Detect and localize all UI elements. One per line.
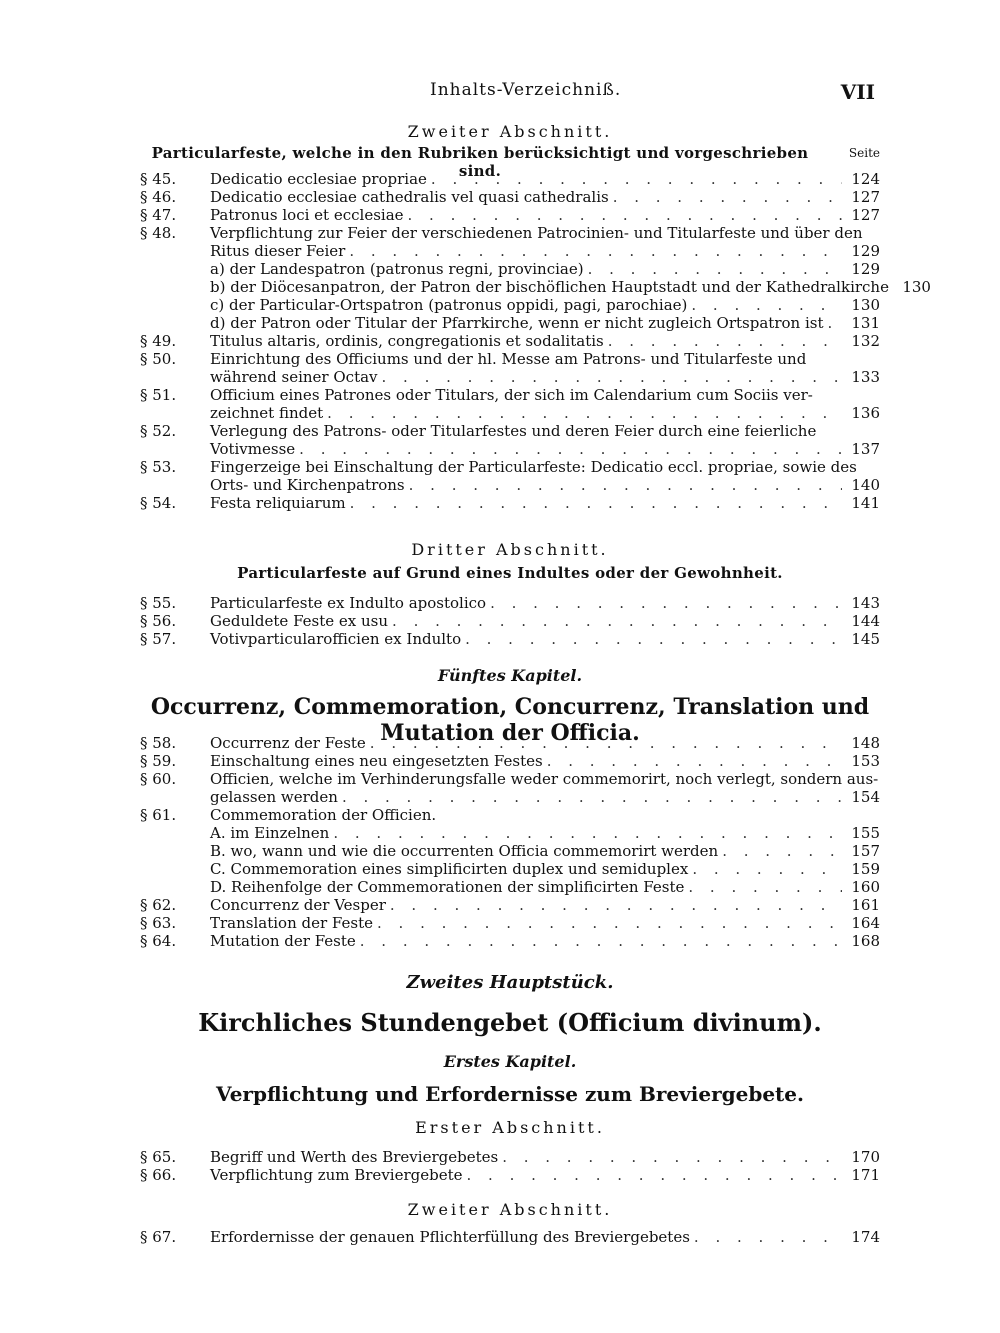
entry-title: Einrichtung des Officiums und der hl. Messe am Patrons- und Titularfeste und (210, 350, 807, 368)
toc-entry (140, 594, 880, 612)
toc-list (140, 170, 931, 512)
entry-title: Mutation der Feste (210, 932, 356, 950)
dot-leader (608, 332, 842, 350)
toc-list (140, 594, 880, 648)
page-ref: 154 (851, 788, 880, 806)
toc-entry (140, 206, 880, 224)
toc-entry (140, 494, 880, 512)
page-ref: 161 (851, 896, 880, 914)
toc-list (140, 1148, 880, 1184)
page-ref: 133 (851, 368, 880, 386)
entry-title: Verpflichtung zum Breviergebete (210, 1166, 463, 1184)
seite-label: Seite (848, 146, 880, 160)
page-ref: 140 (851, 476, 880, 494)
toc-entry (140, 260, 880, 278)
toc-entry (140, 314, 880, 332)
entry-title: Festa reliquiarum (210, 494, 346, 512)
running-head (0, 80, 1000, 108)
dot-leader (377, 914, 842, 932)
page-ref: 129 (851, 242, 880, 260)
section-heading: Dritter Abschnitt. (411, 540, 609, 559)
dot-leader (490, 594, 842, 612)
paragraph-number: § 50. (140, 350, 177, 368)
entry-title: Titulus altaris, ordinis, congregationis et sodalitatis (210, 332, 604, 350)
toc-entry (140, 350, 880, 368)
section-subheading: Particularfeste, welche in den Rubriken berücksichtigt und vorgeschrieben sind. (151, 144, 809, 180)
dot-leader (390, 896, 842, 914)
toc-entry (140, 188, 880, 206)
entry-title: Officium eines Patrones oder Titulars, der sich im Calendarium cum Sociis ver- (210, 386, 813, 404)
paragraph-number: § 51. (140, 386, 177, 404)
page-ref: 136 (851, 404, 880, 422)
toc-entry (140, 170, 880, 188)
dot-leader (370, 734, 842, 752)
paragraph-number: § 52. (140, 422, 177, 440)
toc-entry (140, 612, 880, 630)
page-ref: 144 (851, 612, 880, 630)
chapter-title: Verpflichtung und Erfordernisse zum Breviergebete. (216, 1082, 804, 1106)
entry-title: Erfordernisse der genauen Pflichterfüllung des Breviergebetes (210, 1228, 690, 1246)
entry-title: Dedicatio ecclesiae propriae (210, 170, 427, 188)
page-ref: 137 (851, 440, 880, 458)
paragraph-number: § 59. (140, 752, 177, 770)
entry-title: D. Reihenfolge der Commemorationen der simplificirten Feste (210, 878, 685, 896)
entry-title: d) der Patron oder Titular der Pfarrkirche, wenn er nicht zugleich Ortspatron ist (210, 314, 824, 332)
section-heading: Zweiter Abschnitt. (407, 1200, 613, 1219)
paragraph-number: § 45. (140, 170, 177, 188)
entry-title: Officien, welche im Verhinderungsfalle weder commemorirt, noch verlegt, sondern aus- (210, 770, 879, 788)
paragraph-number: § 62. (140, 896, 177, 914)
page-ref: 130 (902, 278, 931, 296)
chapter-heading: Fünftes Kapitel. (437, 666, 583, 685)
entry-title: A. im Einzelnen (210, 824, 330, 842)
part-zweites-hauptstueck (140, 972, 880, 1184)
toc-entry (140, 1148, 880, 1166)
page-ref: 170 (851, 1148, 880, 1166)
entry-title: Geduldete Feste ex usu (210, 612, 389, 630)
dot-leader (409, 476, 842, 494)
entry-title: zeichnet findet (210, 404, 324, 422)
entry-title: C. Commemoration eines simplificirten duplex und semiduplex (210, 860, 689, 878)
toc-entry (140, 224, 880, 242)
paragraph-number: § 55. (140, 594, 177, 612)
page-ref: 164 (851, 914, 880, 932)
toc-entry (140, 914, 880, 932)
entry-title: B. wo, wann und wie die occurrenten Officia commemorirt werden (210, 842, 719, 860)
page-ref: 168 (851, 932, 880, 950)
entry-title: c) der Particular-Ortspatron (patronus oppidi, pagi, parochiae) (210, 296, 688, 314)
section-zweiter-abschnitt-1 (140, 122, 931, 512)
toc-entry (140, 476, 880, 494)
paragraph-number: § 60. (140, 770, 177, 788)
entry-title: Particularfeste ex Indulto apostolico (210, 594, 487, 612)
toc-entry (140, 422, 880, 440)
paragraph-number: § 65. (140, 1148, 177, 1166)
entry-title: Fingerzeige bei Einschaltung der Particularfeste: Dedicatio eccl. propriae, sowie des (210, 458, 857, 476)
entry-title: Orts- und Kirchenpatrons (210, 476, 405, 494)
toc-entry (140, 278, 931, 296)
entry-title: Occurrenz der Feste (210, 734, 366, 752)
toc-entry (140, 878, 880, 896)
toc-list (140, 734, 880, 950)
toc-entry (140, 932, 880, 950)
dot-leader (392, 612, 842, 630)
entry-title: a) der Landespatron (patronus regni, provinciae) (210, 260, 584, 278)
entry-title: Verpflichtung zur Feier der verschiedenen Patrocinien- und Titularfeste und über den (210, 224, 863, 242)
toc-list (140, 1228, 880, 1246)
entry-title: Votivmesse (210, 440, 296, 458)
chapter-fuenftes-kapitel (140, 666, 880, 950)
dot-leader (360, 932, 842, 950)
page-ref: 171 (851, 1166, 880, 1184)
paragraph-number: § 56. (140, 612, 177, 630)
page-ref: 153 (851, 752, 880, 770)
paragraph-number: § 47. (140, 206, 177, 224)
page-ref: 159 (851, 860, 880, 878)
dot-leader (827, 314, 842, 332)
dot-leader (688, 878, 842, 896)
paragraph-number: § 58. (140, 734, 177, 752)
page-ref: 143 (851, 594, 880, 612)
page-ref: 129 (851, 260, 880, 278)
entry-title: Translation der Feste (210, 914, 373, 932)
paragraph-number: § 48. (140, 224, 177, 242)
page-ref: 124 (851, 170, 880, 188)
dot-leader (692, 860, 842, 878)
page-number: VII (840, 80, 875, 104)
dot-leader (342, 788, 842, 806)
page-ref: 148 (851, 734, 880, 752)
dot-leader (547, 752, 842, 770)
entry-title: während seiner Octav (210, 368, 378, 386)
page-ref: 174 (851, 1228, 880, 1246)
dot-leader (349, 242, 842, 260)
toc-entry (140, 824, 880, 842)
toc-entry (140, 332, 880, 350)
paragraph-number: § 64. (140, 932, 177, 950)
dot-leader (613, 188, 842, 206)
toc-entry (140, 752, 880, 770)
entry-title: Dedicatio ecclesiae cathedralis vel quasi cathedralis (210, 188, 609, 206)
section-dritter-abschnitt (140, 540, 880, 648)
page-ref: 127 (851, 188, 880, 206)
entry-title: b) der Diöcesanpatron, der Patron der bischöflichen Hauptstadt und der Kathedralkirche (210, 278, 889, 296)
section-zweiter-abschnitt-2 (140, 1200, 880, 1246)
dot-leader (722, 842, 842, 860)
part-heading: Zweites Hauptstück. (406, 972, 614, 993)
page-ref: 141 (851, 494, 880, 512)
dot-leader (350, 494, 842, 512)
entry-title: Einschaltung eines neu eingesetzten Festes (210, 752, 543, 770)
dot-leader (691, 296, 842, 314)
page-ref: 145 (851, 630, 880, 648)
entry-title: Begriff und Werth des Breviergebetes (210, 1148, 499, 1166)
dot-leader (382, 368, 842, 386)
dot-leader (327, 404, 842, 422)
section-subheading: Particularfeste auf Grund eines Indultes oder der Gewohnheit. (237, 564, 783, 582)
dot-leader (467, 1166, 843, 1184)
toc-entry (140, 806, 880, 824)
toc-entry (140, 242, 880, 260)
page-ref: 132 (851, 332, 880, 350)
toc-entry (140, 1166, 880, 1184)
toc-entry (140, 440, 880, 458)
part-title: Kirchliches Stundengebet (Officium divinum). (198, 1008, 822, 1037)
paragraph-number: § 63. (140, 914, 177, 932)
page-ref: 155 (851, 824, 880, 842)
toc-entry (140, 734, 880, 752)
page-ref: 157 (851, 842, 880, 860)
toc-entry (140, 1228, 880, 1246)
dot-leader (408, 206, 842, 224)
toc-entry (140, 630, 880, 648)
dot-leader (465, 630, 842, 648)
entry-title: Votivparticularofficien ex Indulto (210, 630, 462, 648)
toc-entry (140, 458, 880, 476)
entry-title: Patronus loci et ecclesiae (210, 206, 404, 224)
paragraph-number: § 53. (140, 458, 177, 476)
toc-entry (140, 896, 880, 914)
dot-leader (694, 1228, 842, 1246)
dot-leader (502, 1148, 842, 1166)
paragraph-number: § 66. (140, 1166, 177, 1184)
toc-entry (140, 860, 880, 878)
paragraph-number: § 67. (140, 1228, 177, 1246)
section-heading: Zweiter Abschnitt. (407, 122, 613, 141)
section-heading: Erster Abschnitt. (415, 1118, 605, 1137)
chapter-heading: Erstes Kapitel. (443, 1052, 577, 1071)
page-ref: 127 (851, 206, 880, 224)
toc-entry (140, 770, 880, 788)
entry-title: Concurrenz der Vesper (210, 896, 386, 914)
paragraph-number: § 46. (140, 188, 177, 206)
paragraph-number: § 54. (140, 494, 177, 512)
dot-leader (588, 260, 842, 278)
toc-entry (140, 386, 880, 404)
page-ref: 131 (851, 314, 880, 332)
paragraph-number: § 61. (140, 806, 177, 824)
entry-title: Ritus dieser Feier (210, 242, 346, 260)
entry-title: Commemoration der Officien. (210, 806, 437, 824)
paragraph-number: § 57. (140, 630, 177, 648)
dot-leader (299, 440, 842, 458)
toc-entry (140, 368, 880, 386)
toc-entry (140, 842, 880, 860)
entry-title: gelassen werden (210, 788, 338, 806)
toc-entry (140, 296, 880, 314)
page-ref: 160 (851, 878, 880, 896)
running-title: Inhalts-Verzeichniß. (430, 80, 622, 100)
toc-entry (140, 788, 880, 806)
chapter-title: Occurrenz, Commemoration, Concurrenz, Translation und Mutation der Officia. (150, 694, 870, 746)
page-ref: 130 (851, 296, 880, 314)
entry-title: Verlegung des Patrons- oder Titularfestes und deren Feier durch eine feierliche (210, 422, 817, 440)
dot-leader (333, 824, 842, 842)
toc-entry (140, 404, 880, 422)
dot-leader (431, 170, 842, 188)
paragraph-number: § 49. (140, 332, 177, 350)
